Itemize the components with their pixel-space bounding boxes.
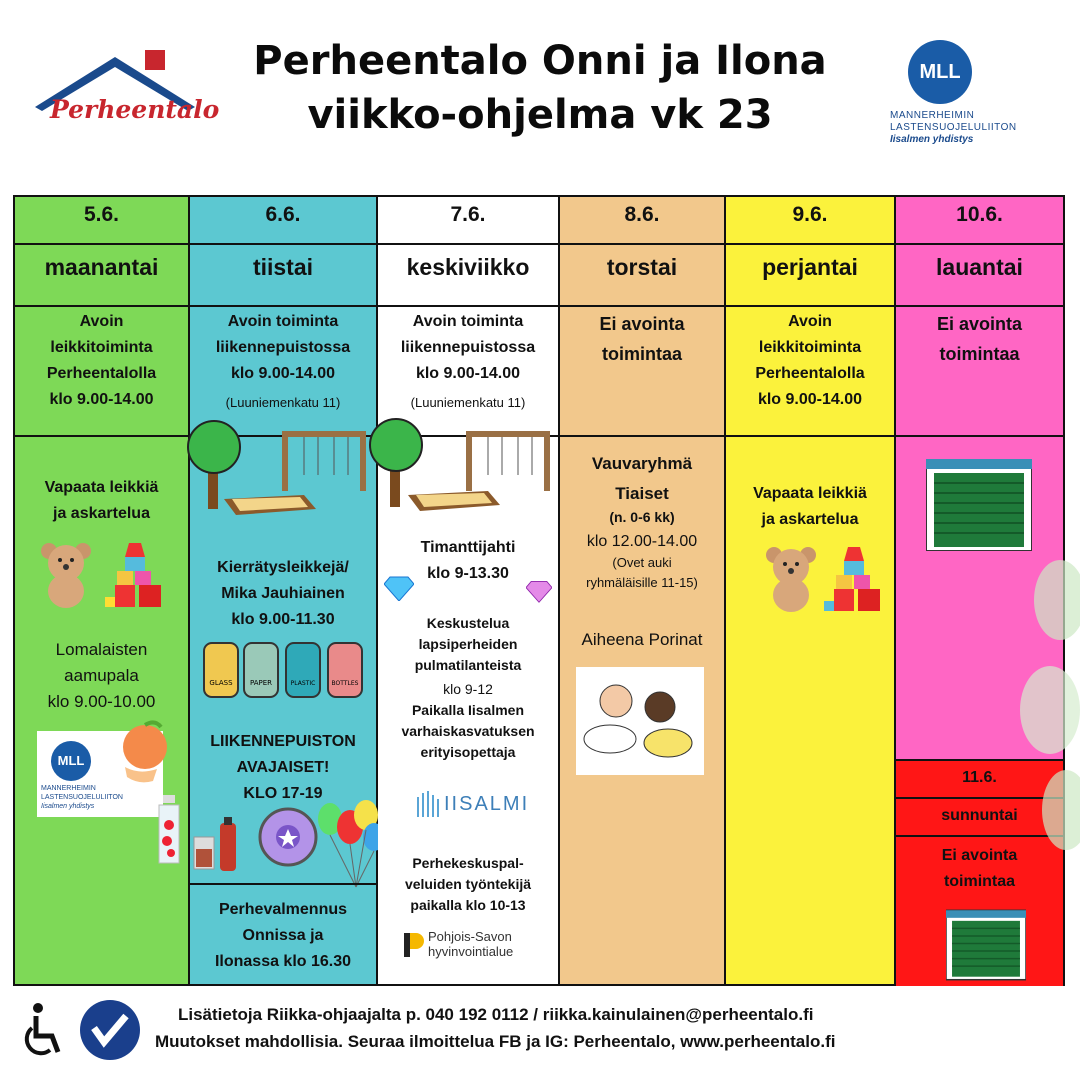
weekly-schedule-table: [13, 195, 1065, 986]
title-line-1: Perheentalo Onni ja Ilona: [253, 38, 827, 84]
day-name-thursday: torstai: [606, 254, 678, 280]
region-logo-mark: [402, 931, 424, 959]
date-wednesday: 7.6.: [450, 203, 486, 226]
footer-contact: Lisätietoja Riikka-ohjaajalta p. 040 192 0112 / riikka.kainulainen@perheentalo.fi: [178, 1005, 814, 1024]
column-thursday: [560, 197, 726, 984]
svg-text:PAPER: PAPER: [249, 679, 273, 687]
monday-open-play: Avoin leikkitoiminta Perheentalolla klo 9.00-14.00: [46, 313, 157, 408]
garage-door-icon: [926, 459, 1032, 551]
tuesday-family-coaching: Perhevalmennus Onnissa ja Ilonassa klo 16.30: [214, 901, 352, 970]
date-saturday: 10.6.: [956, 203, 1003, 226]
svg-text:GLASS: GLASS: [209, 679, 233, 687]
teddy-bear-icon: [37, 539, 95, 611]
wednesday-discussion: Keskustelua lapsiperheiden pulmatilanteista: [414, 615, 522, 673]
friday-free-play: Vapaata leikkiä ja askartelua: [753, 485, 867, 528]
juice-bottle-icon: [151, 795, 187, 867]
wednesday-address: (Luuniemenkatu 11): [410, 395, 526, 410]
thursday-baby-group: Vauvaryhmä Tiaiset: [591, 454, 693, 503]
day-name-monday: maanantai: [44, 254, 159, 280]
perheentalo-logo-text: Perheentalo: [50, 95, 220, 124]
toy-blocks-icon: [824, 547, 886, 615]
svg-text:BOTTLES: BOTTLES: [331, 680, 359, 687]
wednesday-traffic-park: Avoin toiminta liikennepuistossa klo 9.00-14.00: [400, 313, 536, 382]
title-line-2: viikko-ohjelma vk 23: [307, 92, 773, 138]
iisalmi-logo: IISALMI: [414, 789, 534, 821]
diamond-icon: [526, 579, 552, 603]
garage-door-icon: [946, 909, 1026, 981]
thursday-topic: Aiheena Porinat: [581, 630, 703, 649]
sandbox-icon: [408, 483, 500, 513]
day-name-tuesday: tiistai: [252, 254, 314, 280]
mll-logo-circle: MLL: [908, 40, 972, 104]
perheentalo-logo: [30, 45, 220, 145]
tuesday-recycling-games: Kierrätysleikkejä/ Mika Jauhiainen klo 9.00-11.30: [217, 559, 349, 628]
pohjois-savon-logo: Pohjois-Savon hyvinvointialue: [402, 929, 552, 963]
day-name-saturday: lauantai: [936, 254, 1023, 280]
mll-logo-line3: Iisalmen yhdistys: [890, 134, 974, 145]
saturday-closed: Ei avointa toimintaa: [936, 314, 1023, 364]
wednesday-special-teacher: Paikalla Iisalmen varhaiskasvatuksen erityisopettaja: [401, 702, 535, 760]
thursday-closed: Ei avointa toimintaa: [599, 314, 685, 364]
diamond-icon: [384, 575, 414, 601]
footer-notice: Muutokset mahdollisia. Seuraa ilmoittelua FB ja IG: Perheentalo, www.perheentalo.fi: [155, 1032, 836, 1051]
iisalmi-logo-mark: [414, 789, 440, 819]
mll-logo: [890, 40, 1050, 150]
wednesday-discussion-time: klo 9-12: [443, 681, 493, 697]
toy-blocks-icon: [105, 543, 167, 611]
accessibility-icon: [18, 1002, 66, 1060]
column-tuesday: [190, 197, 378, 984]
peach-icon: [119, 719, 173, 783]
monday-free-play: Vapaata leikkiä ja askartelua: [44, 479, 159, 522]
thursday-baby-age: (n. 0-6 kk): [609, 509, 675, 525]
column-monday: [15, 197, 190, 984]
monday-breakfast: Lomalaisten aamupala klo 9.00-10.00: [47, 640, 156, 711]
tuesday-traffic-park: Avoin toiminta liikennepuistossa klo 9.00-14.00: [215, 313, 351, 382]
leaf-decoration: [990, 560, 1080, 860]
day-name-friday: perjantai: [762, 254, 858, 280]
drink-icon: [190, 815, 250, 875]
page-title: [200, 34, 880, 142]
date-thursday: 8.6.: [624, 203, 660, 226]
recycling-bins-icon: [202, 637, 366, 701]
wednesday-family-center-worker: Perhekeskuspal- veluiden työntekijä paikalla klo 10-13: [404, 855, 532, 913]
day-name-sunday: sunnuntai: [941, 807, 1018, 824]
sunday-closed: Ei avointa toimintaa: [941, 847, 1018, 890]
babies-icon: [576, 667, 704, 775]
day-name-wednesday: keskiviikko: [406, 254, 530, 280]
thursday-baby-note: (Ovet auki ryhmäläisille 11-15): [586, 555, 698, 590]
mll-logo-line2: LASTENSUOJELULIITON: [890, 122, 1017, 133]
swing-set-icon: [278, 427, 370, 493]
date-monday: 5.6.: [83, 203, 120, 226]
balloons-icon: [316, 797, 386, 893]
tuesday-address: (Luuniemenkatu 11): [225, 395, 341, 410]
friday-open-play: Avoin leikkitoiminta Perheentalolla klo 9.00-14.00: [755, 313, 865, 408]
svg-text:PLASTIC: PLASTIC: [290, 680, 316, 687]
column-wednesday: [378, 197, 560, 984]
wednesday-diamond-hunt: Timanttijahti klo 9-13.30: [420, 539, 516, 582]
column-friday: [726, 197, 896, 984]
date-sunday: 11.6.: [962, 769, 997, 786]
date-friday: 9.6.: [792, 203, 828, 226]
date-tuesday: 6.6.: [265, 203, 301, 226]
teddy-bear-icon: [762, 543, 820, 615]
mll-logo-line1: MANNERHEIMIN: [890, 110, 975, 121]
sandbox-icon: [224, 487, 316, 517]
verified-badge-icon: [78, 998, 142, 1062]
tuesday-opening-event: LIIKENNEPUISTON AVAJAISET! KLO 17-19: [210, 733, 356, 802]
mll-small-logo: MLL MANNERHEIMIN LASTENSUOJELULIITON Iisalmen yhdistys: [37, 731, 163, 817]
prize-wheel-icon: [256, 805, 320, 869]
thursday-baby-time: klo 12.00-14.00: [586, 533, 698, 550]
